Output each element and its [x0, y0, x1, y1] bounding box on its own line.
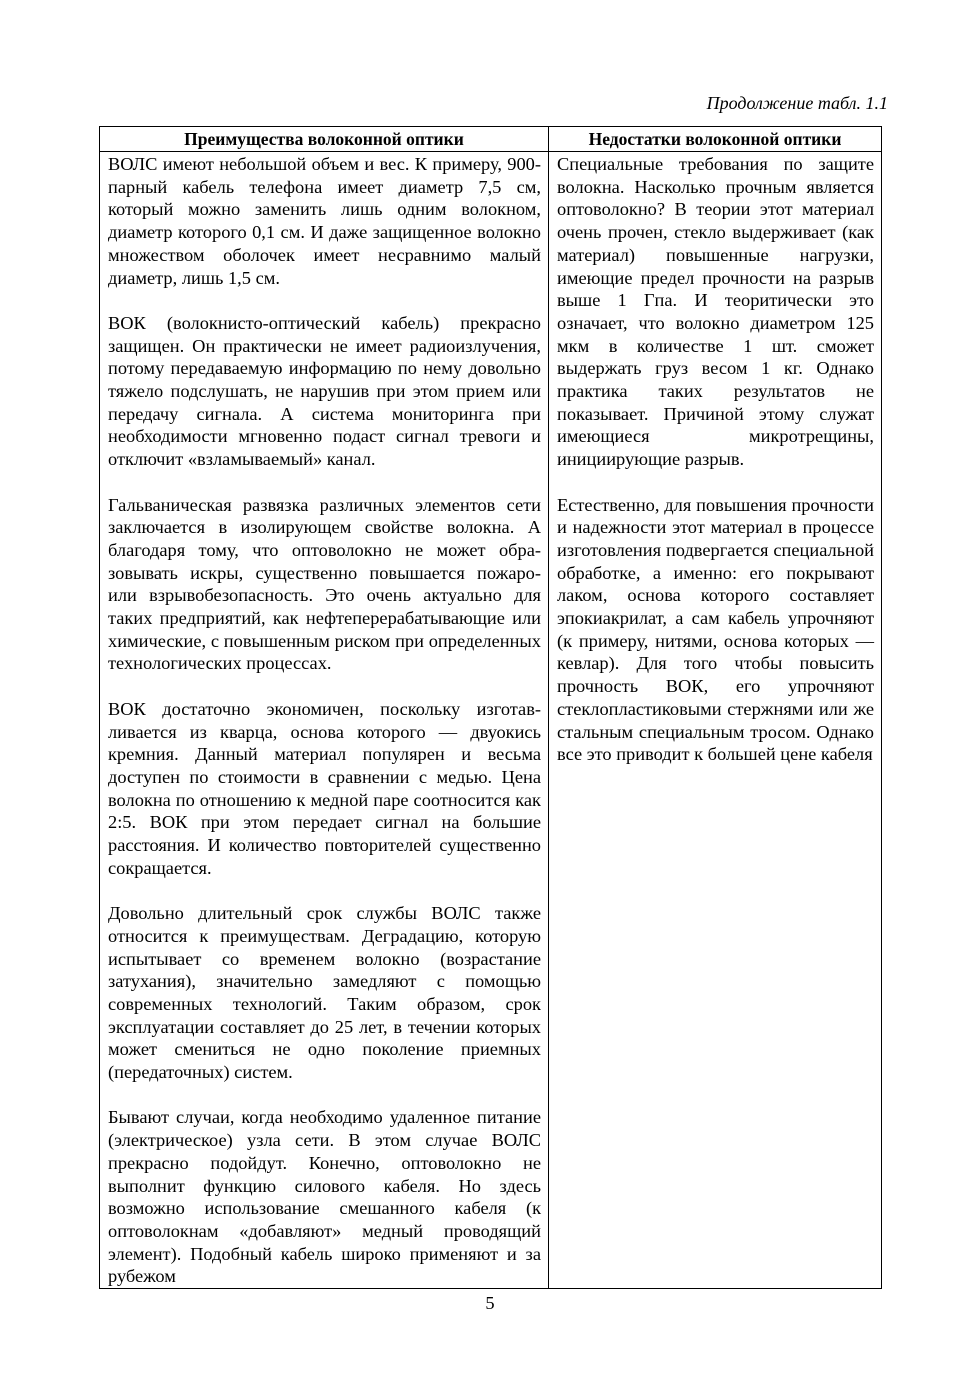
disadvantages-cell [549, 152, 882, 1289]
advantage-paragraph: ВОК (волокнисто-оптический кабель) прекрасно защищен. Он практически не имеет радиоизлучения, потому передаваемую информацию по нему довольно тяжело подслушать, не нарушив при этом прием или передачу сигнала. А система мониторинга при необходимости мгновенно подаст сигнал тревоги и отключит «взламываемый» канал. [108, 312, 541, 470]
advantage-paragraph: Довольно длительный срок службы ВОЛС также относится к преимуществам. Деградацию, которую испытывает со временем волокно (возрастание затухания), значительно замедляют с помощью современных технологий. Таким образом, срок эксплуатации составляет до 25 лет, в течении которых может смениться не одно поколение приемных (передаточных) систем. [108, 903, 541, 1083]
advantage-paragraph: ВОК достаточно экономичен, поскольку изготавливается из кварца, основа которого — двуокись кремния. Данный материал популярен и весьма доступен по стоимости в сравнении с медью. Цена волокна по отношению к медной паре соотносится как 2:5. ВОК при этом передает сигнал на большие расстояния. И количество повторителей существенно сокращается. [108, 698, 541, 878]
disadvantage-paragraph: Естественно, для повышения прочности и надежности этот материал в процессе изготовления подвергается специальной обработке, а именно: его покрывают лаком, основа которого составляет эпокиакрилат, а сам кабель упрочняют (к примеру, нитями, основа которых — кевлар). Для того чтобы повысить прочность ВОК, его упрочняют стеклопластиковыми стержнями или же стальным специальным тросом. Однако все это приводит к большей цене кабеля [557, 494, 874, 765]
advantage-paragraph: ВОЛС имеют небольшой объем и вес. К примеру, 900-парный кабель телефона имеет диаметр 7,5 см, который можно заменить лишь одним волокном, диаметр которого 0,1 см. И даже защищенное волокно множеством оболочек имеет несравнимо малый диаметр, лишь 1,5 см. [108, 154, 541, 288]
table-row [100, 152, 882, 1289]
table-header-row [100, 127, 882, 152]
advantage-paragraph: Бывают случаи, когда необходимо удаленное питание (электрическое) узла сети. В этом случае ВОЛС прекрасно подойдут. Конечно, оптоволокно не выполнит функцию силового кабеля. Но здесь возможно использование смешанного кабеля (к оптоволокнам «добавляют» медный проводящий элемент). Подобный кабель широко применяют и за рубежом [108, 1107, 541, 1287]
disadvantage-paragraph: Специальные требования по защите волокна. Насколько прочным является оптоволокно? В теории этот материал очень прочен, стекло выдерживает (как материал) повышенные нагрузки, имеющие предел прочности на разрыв выше 1 Гпа. И теоритически это означает, что волокно диаметром 125 мкм в количестве 1 шт. сможет выдержать груз весом 1 кг. Однако практика таких результатов не показывает. Причиной этому служат имеющиеся микротрещины, инициирующие разрыв. [557, 154, 874, 470]
advantages-cell [100, 152, 549, 1289]
comparison-table [99, 126, 882, 1289]
page-number: 5 [485, 1293, 495, 1313]
table-continuation-caption: Продолжение табл. 1.1 [706, 93, 888, 113]
advantages-header: Преимущества волоконной оптики [100, 127, 549, 152]
disadvantages-header: Недостатки волоконной оптики [549, 127, 882, 152]
advantage-paragraph: Гальваническая развязка различных элементов сети заключается в изолирующем свойстве волокна. А благодаря тому, что оптоволокно не может образовывать искры, существенно повышается пожаро- или взрывобезопасность. Это очень актуально для таких предприятий, как нефтеперерабатывающие или химические, с повышенным риском при определенных технологических процессах. [108, 494, 541, 674]
